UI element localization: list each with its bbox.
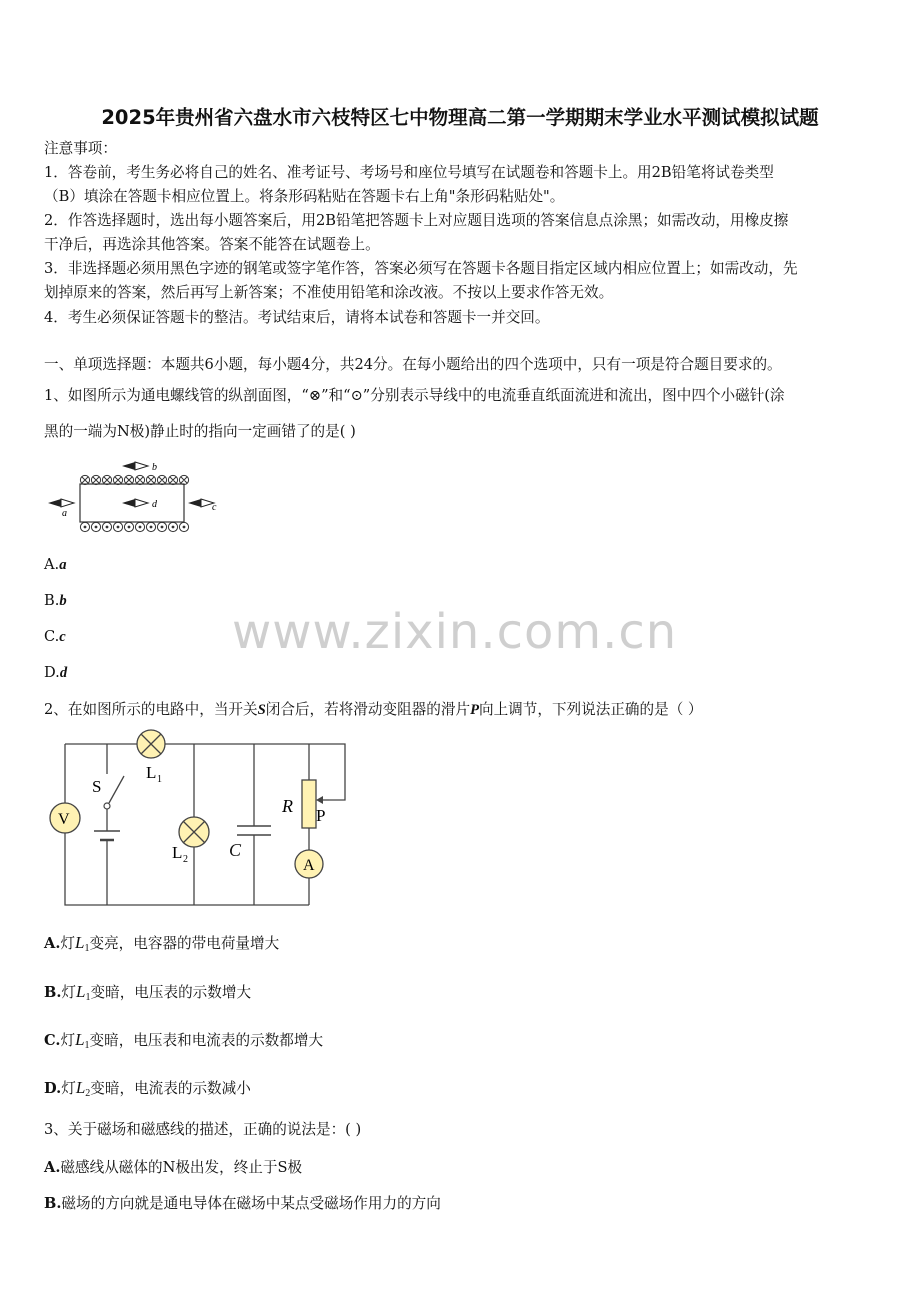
svg-text:R: R <box>282 796 293 816</box>
current-in-row <box>80 475 188 484</box>
q2-stem <box>44 698 880 722</box>
option-letter: A. <box>44 556 60 573</box>
exam-title: 2025年贵州省六盘水市六枝特区七中物理高二第一学期期末学业水平测试模拟试题 <box>101 106 819 129</box>
option-text: 灯 <box>60 1032 76 1049</box>
notice-line: 3．非选择题必须用黑色字迹的钢笔或签字笔作答，答案必须写在答题卡各题目指定区域内相应位置上；如需改动，先 <box>44 260 798 277</box>
q2-option-c[interactable] <box>44 1029 323 1051</box>
voltmeter <box>50 803 80 833</box>
option-subscript: 2 <box>85 1088 91 1099</box>
svg-text:2: 2 <box>183 854 188 865</box>
option-letter: B. <box>44 1195 62 1212</box>
option-text: 灯 <box>61 1080 76 1097</box>
q1-option-a[interactable] <box>44 556 66 574</box>
q1-option-b[interactable] <box>44 592 67 610</box>
option-subscript: 1 <box>84 1040 90 1051</box>
option-symbol: L <box>75 1078 86 1097</box>
watermark: www.zixin.com.cn <box>232 604 678 660</box>
option-text: 变暗，电压表的示数增大 <box>90 984 252 1001</box>
option-subscript: 1 <box>84 943 90 954</box>
option-letter: A. <box>44 935 61 952</box>
option-letter: D. <box>44 1080 62 1097</box>
option-text: 变暗，电压表和电流表的示数都增大 <box>89 1032 324 1049</box>
option-letter: B. <box>44 592 60 609</box>
svg-text:V: V <box>58 811 70 828</box>
solenoid-figure <box>44 458 224 538</box>
option-letter: B. <box>44 984 62 1001</box>
svg-text:P: P <box>316 806 326 825</box>
svg-text:S: S <box>92 777 102 796</box>
option-value: a <box>59 557 67 573</box>
option-symbol: L <box>75 933 85 952</box>
lamp-l2 <box>172 817 209 865</box>
notice-line: （B）填涂在答题卡相应位置上。将条形码粘贴在答题卡右上角"条形码粘贴处"。 <box>44 188 565 205</box>
option-symbol: L <box>76 982 86 1001</box>
notice-line: 干净后，再选涂其他答案。答案不能答在试题卷上。 <box>44 236 380 253</box>
compass-needle-d <box>122 499 158 510</box>
option-text: 变亮，电容器的带电荷量增大 <box>89 935 280 952</box>
svg-text:d: d <box>152 499 157 510</box>
notice-line: 2．作答选择题时，选出每小题答案后，用2B铅笔把答题卡上对应题目选项的答案信息点涂黑；如需改动，用橡皮擦 <box>44 212 789 229</box>
q1-stem-line1: 1、如图所示为通电螺线管的纵剖面图，“⊗”和“⊙”分别表示导线中的电流垂直纸面流进和流出，图中四个小磁针(涂 <box>44 387 785 404</box>
current-out-row <box>80 522 188 531</box>
notice-heading: 注意事项： <box>44 140 117 157</box>
rheostat-r <box>281 780 329 828</box>
notice-line: 1．答卷前，考生务必将自己的姓名、准考证号、考场号和座位号填写在试题卷和答题卡上。用2B铅笔将试卷类型 <box>44 164 774 181</box>
q3-option-b[interactable] <box>44 1192 441 1213</box>
q2-option-b[interactable] <box>44 981 251 1003</box>
svg-text:C: C <box>229 840 242 860</box>
option-value: c <box>59 629 66 645</box>
option-value: d <box>59 665 68 681</box>
q2-stem-switch: S <box>257 702 266 718</box>
q2-option-d[interactable] <box>44 1077 251 1099</box>
option-text: 磁场的方向就是通电导体在磁场中某点受磁场作用力的方向 <box>61 1195 441 1212</box>
q3-stem: 3、关于磁场和磁感线的描述，正确的说法是：( ) <box>44 1121 362 1138</box>
q3-option-a[interactable] <box>44 1156 302 1177</box>
compass-needle-c <box>188 499 217 513</box>
svg-text:L: L <box>146 763 157 782</box>
notice-line: 划掉原来的答案，然后再写上新答案；不准使用铅笔和涂改液。不按以上要求作答无效。 <box>44 284 614 301</box>
option-letter: D. <box>44 664 60 681</box>
switch-s <box>92 776 124 809</box>
battery <box>94 831 120 840</box>
q2-stem-text: 闭合后，若将滑动变阻器的滑片 <box>265 701 471 718</box>
svg-text:c: c <box>212 502 217 513</box>
ammeter <box>295 850 323 878</box>
svg-text:a: a <box>62 508 67 519</box>
q2-option-a[interactable] <box>44 932 279 954</box>
q1-stem-line2: 黑的一端为N极)静止时的指向一定画错了的是( ) <box>44 423 356 440</box>
svg-text:L: L <box>172 843 183 862</box>
option-letter: C. <box>44 1032 61 1049</box>
compass-needle-a <box>48 499 74 519</box>
q2-stem-text: 2、在如图所示的电路中，当开关 <box>44 701 258 718</box>
section-heading: 一、单项选择题：本题共6小题，每小题4分，共24分。在每小题给出的四个选项中，只有一项是符合题目要求的。 <box>44 356 782 373</box>
option-letter: A. <box>44 1159 61 1176</box>
compass-needle-b <box>122 462 157 473</box>
svg-text:1: 1 <box>157 774 162 785</box>
option-letter: C. <box>44 628 60 645</box>
option-text: 灯 <box>60 935 76 952</box>
option-value: b <box>59 593 67 609</box>
option-text: 灯 <box>61 984 77 1001</box>
q2-stem-slider: P <box>470 702 479 718</box>
option-text: 变暗，电流表的示数减小 <box>90 1080 251 1097</box>
svg-text:A: A <box>303 857 315 874</box>
q2-stem-text: 向上调节，下列说法正确的是（ ） <box>478 701 703 718</box>
q1-option-c[interactable] <box>44 628 66 646</box>
circuit-figure <box>44 730 364 910</box>
option-symbol: L <box>75 1030 85 1049</box>
option-text: 磁感线从磁体的N极出发，终止于S极 <box>60 1159 303 1176</box>
capacitor <box>229 826 271 860</box>
option-subscript: 1 <box>85 992 91 1003</box>
q1-option-d[interactable] <box>44 664 67 682</box>
notice-line: 4．考生必须保证答题卡的整洁。考试结束后，请将本试卷和答题卡一并交回。 <box>44 309 550 326</box>
lamp-l1 <box>137 730 165 785</box>
svg-text:b: b <box>152 462 157 473</box>
